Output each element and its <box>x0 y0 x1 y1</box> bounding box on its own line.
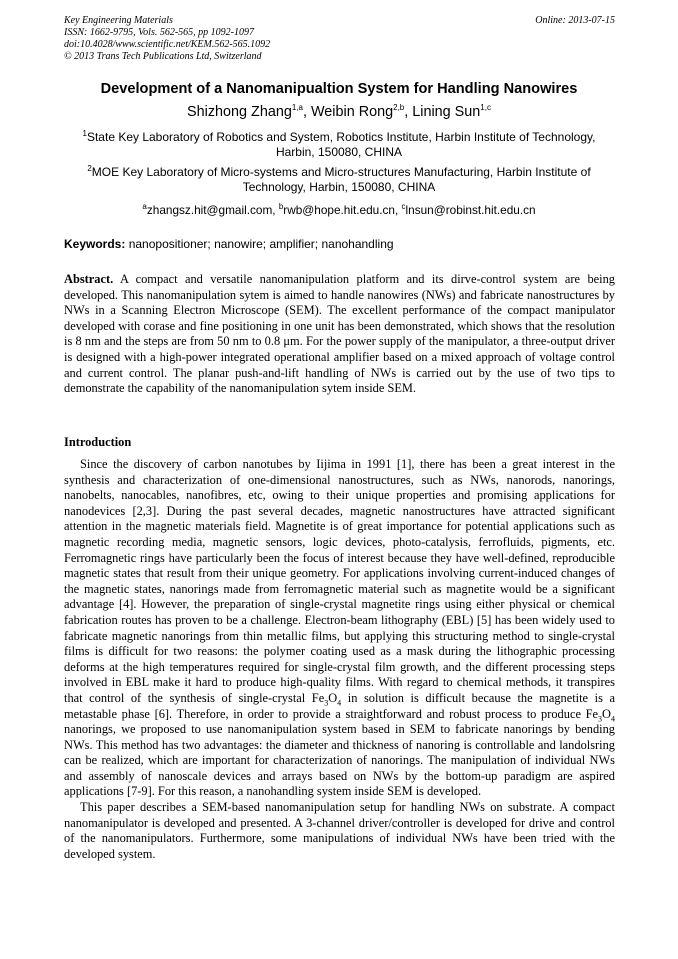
abstract-label: Abstract. <box>64 272 114 286</box>
copyright-line: © 2013 Trans Tech Publications Ltd, Switzerland <box>64 51 262 62</box>
online-date: Online: 2013-07-15 <box>535 15 615 26</box>
subscript: 3 <box>324 698 329 708</box>
intro-text: in solution is difficult because the magnetite is a metastable phase [6]. Therefore, in order to provide a straightforward and robust process to produce Fe <box>64 690 615 721</box>
author-list <box>40 103 638 121</box>
author-superscript: 2,b <box>393 103 405 113</box>
keywords-text: nanopositioner; nanowire; amplifier; nanohandling <box>125 237 394 251</box>
affiliation-superscript: 2 <box>87 164 92 173</box>
author-name: Lining Sun <box>412 104 481 120</box>
subscript: 4 <box>337 698 342 708</box>
author-name: Weibin Rong <box>310 104 394 120</box>
journal-header <box>64 15 270 63</box>
keywords-line <box>64 237 615 252</box>
intro-paragraph-1 <box>64 457 615 800</box>
issn-line: ISSN: 1662-9795, Vols. 562-565, pp 1092-1097 <box>64 27 254 38</box>
email-superscript: b <box>278 202 284 212</box>
abstract <box>64 272 615 397</box>
formula-oxygen: O <box>328 690 338 705</box>
affiliation-superscript: 1 <box>82 129 87 138</box>
intro-text: nanorings, we proposed to use nanomanipulation system based in SEM to fabricate nanorings by bending NWs. This method has two advantages: the diameter and thickness of nanoring is controllable and landolsring can be realized, which are important for characterization of nanorings. The manipulation of individual NWs and assembly of nanoscale devices and arrays based on NWs by the bottom-up paradigm are aspired applications [7-9]. For this reason, a nanohandling system inside SEM is developed. <box>64 722 615 799</box>
email-superscript: a <box>142 202 147 212</box>
intro-paragraph-2: This paper describes a SEM-based nanomanipulation setup for handling NWs on substrate. A compact nanomanipulator is developed and presented. A 3-channel driver/controller is developed for drive and control of the nanomanipulators. Furthermore, some manipulations of individual NWs have been tried with the developed system. <box>64 800 615 861</box>
subscript: 4 <box>611 713 615 723</box>
affiliation-1 <box>70 130 608 160</box>
email-superscript: c <box>401 202 406 212</box>
email-address[interactable]: rwb@hope.hit.edu.cn <box>283 203 395 217</box>
author-separator: , <box>302 104 311 120</box>
author-name: Shizhong Zhang <box>187 104 292 120</box>
journal-name: Key Engineering Materials <box>64 15 173 26</box>
section-heading-introduction: Introduction <box>64 435 132 449</box>
keywords-label: Keywords: <box>64 237 126 251</box>
abstract-text: A compact and versatile nanomanipulation platform and its dirve-control system are being developed. This nanomanipulation sytem is aimed to handle nanowires (NWs) and fabricate nanostructures by NWs in a Scanning Electron Microscope (SEM). The excellent performance of the compact manipulator developed with corase and fine positioning in one unit has been demonstrated, which shows that the resolution is 8 nm and the steps are from 50 nm to 0.8 μm. For the power supply of the manipulator, a three-output driver is designed with a high-power integrated operational amplifier based on a mixed approach of voltage control and current control. The planar push-and-lift handling of NWs is carried out by the use of two tips to demonstrate the capability of the nanomanipulation sytem inside SEM. <box>64 272 615 396</box>
affiliation-text: MOE Key Laboratory of Micro-systems and Micro-structures Manufacturing, Harbin Institute of Technology, Harbin, 150080, CHINA <box>91 165 591 194</box>
email-list: $^a$zhangsz.hit@gmail.com, $^b$rwb@hope.hit.edu.cn, $^c$lnsun@robinst.hit.edu.cn <box>142 202 536 217</box>
affiliation-2 <box>70 165 608 195</box>
author-superscript: 1,c <box>480 103 491 113</box>
intro-text: Since the discovery of carbon nanotubes by Iijima in 1991 [1], there has been a great interest in the synthesis and characterization of one-dimensional nanostructures, such as NWs, nanorods, nanorings, nanobelts, nanocables, nanofibres, etc, owing to their unique properties and promising applications for nanodevices [2,3]. During the past several decades, magnetic nanostructures have attracted significant attention in the magnetic materials field. Magnetite is of great importance for potential applications such as magnetic recording media, magnetic sensors, logic devices, photo-catalysis, ferrofluids, pigments, etc. Ferromagnetic rings have particularly been the focus of interest because they have well-defined, reproducible magnetic states that result from their unique geometry. For applications involving current-induced changes of the magnetic states, nanorings made from ferromagnetic material such as magnetite would be a significant advantage [4]. However, the preparation of single-crystal magnetite rings using either physical or chemical fabrication routes has proven to be a challenge. Electron-beam lithography (EBL) [5] has been widely used to fabricate magnetic nanorings from thin metallic films, but applying this structuring method to single-crystal films is difficult for two reasons: the polymer coating used as a mask during the lithographic processing deforms at the high temperatures required for single-crystal film growth, and the different processing steps involved in EBL make it hard to produce high-quality films. With regard to chemical methods, it transpires that control of the synthesis of single-crystal Fe <box>64 457 615 705</box>
affiliation-text: State Key Laboratory of Robotics and System, Robotics Institute, Harbin Institute of Technology, Harbin, 150080, CHINA <box>86 130 596 159</box>
author-separator: , <box>404 104 413 120</box>
email-address[interactable]: lnsun@robinst.hit.edu.cn <box>405 203 536 217</box>
introduction-body <box>64 457 615 862</box>
formula-oxygen: O <box>602 706 611 721</box>
doi-line: doi:10.4028/www.scientific.net/KEM.562-565.1092 <box>64 39 271 50</box>
subscript: 3 <box>598 713 603 723</box>
author-superscript: 1,a <box>291 103 303 113</box>
paper-title: Development of a Nanomanipualtion System for Handling Nanowires <box>100 81 578 97</box>
email-address[interactable]: zhangsz.hit@gmail.com <box>146 203 273 217</box>
